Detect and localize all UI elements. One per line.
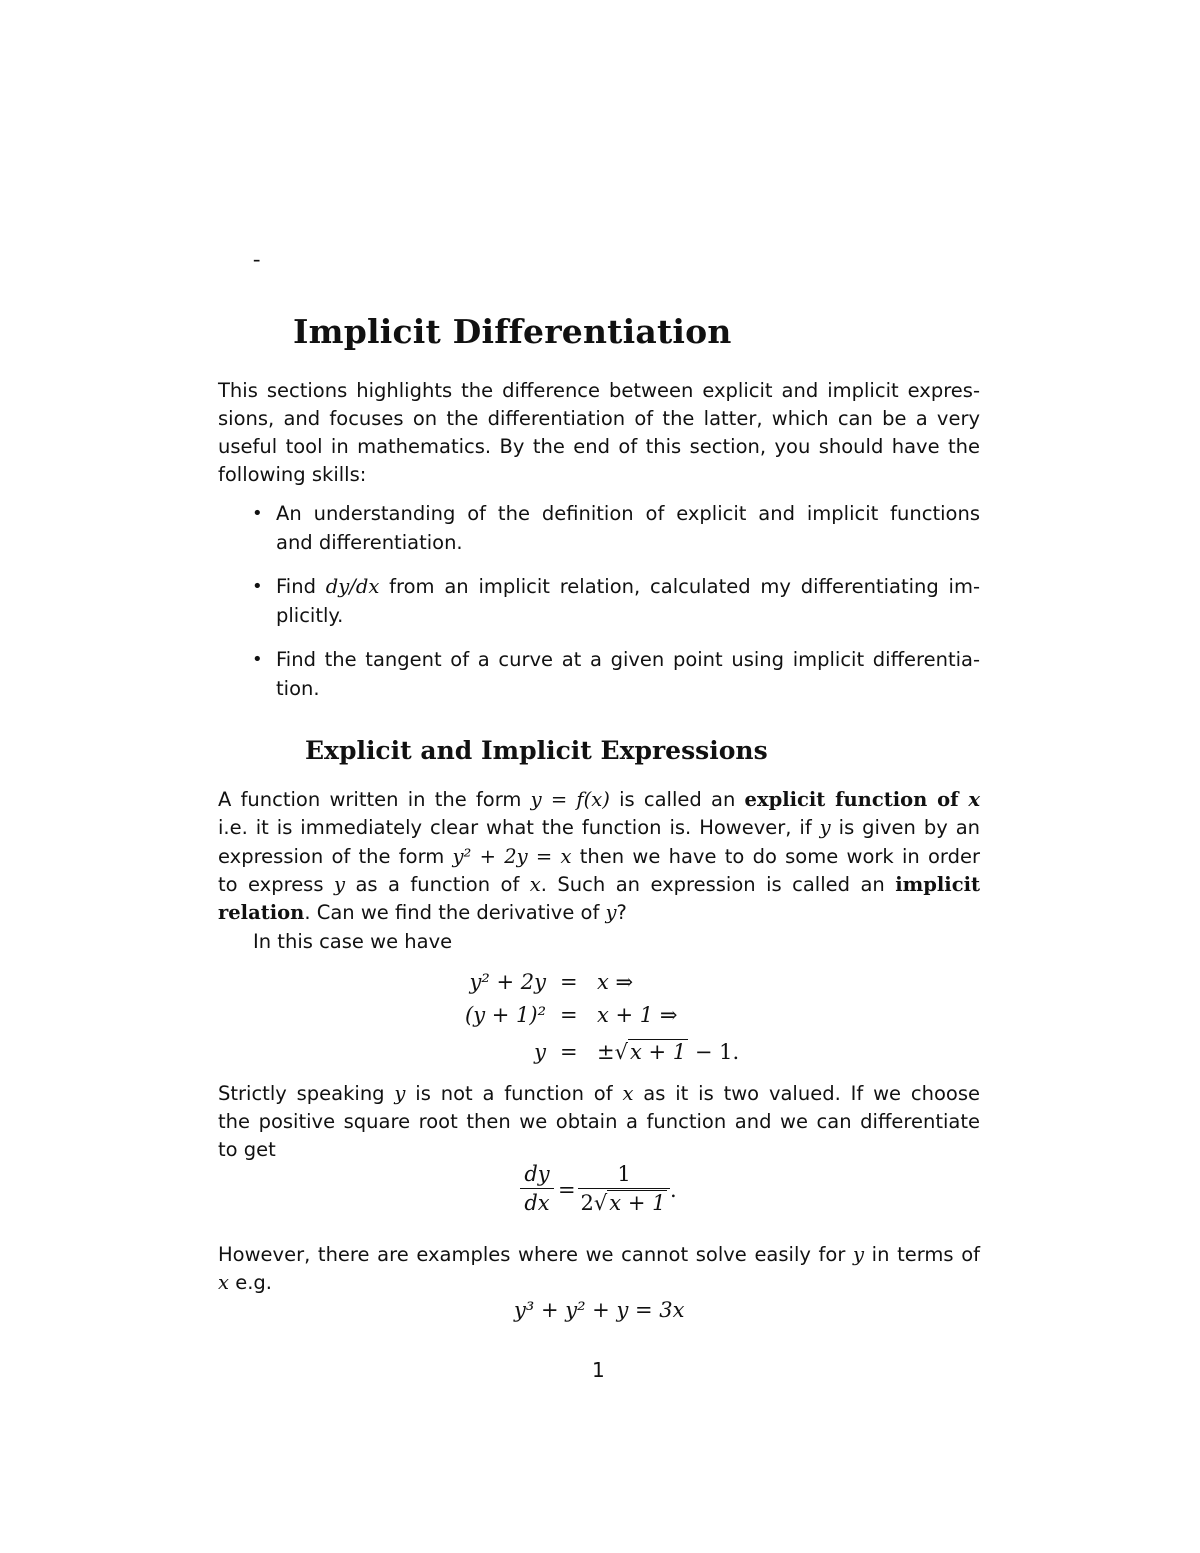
list-item (248, 500, 980, 557)
text-part: e.g. (229, 1271, 272, 1294)
skills-list (248, 500, 980, 719)
paragraph-line (218, 899, 980, 928)
math-inline: x (218, 1271, 229, 1294)
paragraph-line (218, 843, 980, 872)
denominator: dx (524, 1191, 550, 1215)
bullet-icon: • (252, 576, 263, 597)
paragraph-line (218, 786, 980, 815)
intro-line: sions, and focuses on the differentiation of the latter, which can be a very (218, 407, 980, 430)
eq-relation: = (558, 1178, 576, 1202)
text-part: However, there are examples where we cannot solve easily for (218, 1243, 854, 1266)
eq-rhs: x + 1 ⇒ (597, 1003, 678, 1027)
eq-relation: = (560, 1003, 578, 1027)
skill-text: tion. (276, 676, 320, 700)
text-part: A function written in the form (218, 788, 531, 811)
text-part: . Such an expression is called an (540, 873, 896, 896)
text-part: expression of the form (218, 845, 453, 868)
bullet-icon: • (252, 503, 263, 524)
sqrt-symbol: 2√ (580, 1191, 608, 1215)
bold-term: implicit (895, 873, 980, 896)
bold-term: relation (218, 901, 305, 924)
text-part: ? (616, 901, 627, 924)
paragraph-line: the positive square root then we obtain a function and we can differentiate (218, 1110, 980, 1133)
text-part: to express (218, 873, 334, 896)
math-inline: x (529, 873, 541, 896)
text-part: in terms of (864, 1243, 980, 1266)
skill-text-part: Find (276, 575, 326, 598)
math-inline: y (819, 816, 831, 839)
eq-relation: = (560, 1040, 578, 1064)
section-title: Explicit and Implicit Expressions (305, 736, 768, 765)
text-part: as it is two valued. If we choose (633, 1082, 980, 1105)
math-inline: y (605, 901, 617, 924)
math-inline: y² + 2y = x (452, 845, 572, 868)
radicand: x + 1 (609, 1191, 666, 1215)
math-inline: dy/dx (325, 575, 380, 598)
fraction-dy-dx (520, 1162, 554, 1215)
math-inline: x (968, 788, 980, 811)
math-inline: x (622, 1082, 634, 1105)
eq-relation: = (560, 970, 578, 994)
eq-lhs: y² + 2y (469, 970, 546, 994)
eq-lhs: y (534, 1040, 546, 1064)
numerator: 1 (578, 1162, 670, 1189)
skill-text-part: from an implicit relation, calculated my differentiating im- (379, 575, 981, 598)
paragraph-line: to get (218, 1138, 276, 1161)
list-item (248, 573, 980, 630)
radicand: x + 1 (629, 1040, 687, 1064)
skill-text (276, 573, 980, 602)
skill-text: An understanding of the definition of explicit and implicit functions (276, 502, 980, 525)
math-inline: y = f(x) (530, 788, 610, 811)
eq-rhs (597, 1040, 739, 1064)
paragraph-line (218, 1080, 980, 1109)
fraction-result (578, 1162, 670, 1215)
skill-text: plicitly. (276, 603, 344, 627)
list-item (248, 646, 980, 703)
math-inline: y (333, 873, 345, 896)
intro-line: useful tool in mathematics. By the end of this section, you should have the (218, 435, 980, 458)
text-part: is called an (609, 788, 745, 811)
math-inline: y (394, 1082, 406, 1105)
text-part: as a function of (345, 873, 530, 896)
denominator (578, 1189, 670, 1215)
eq-rhs: x ⇒ (597, 970, 634, 994)
skill-text: and differentiation. (276, 530, 463, 554)
paragraph-line (218, 814, 980, 843)
skill-text: Find the tangent of a curve at a given point using implicit differentia- (276, 648, 980, 671)
intro-line: This sections highlights the difference between explicit and implicit expres- (218, 379, 980, 402)
header-mark: - (253, 246, 261, 271)
eq-tail: − 1. (688, 1040, 740, 1064)
math-inline: y (853, 1243, 865, 1266)
bold-term: explicit function of (744, 788, 969, 811)
text-part: is not a function of (405, 1082, 623, 1105)
text-part: is given by an (830, 816, 980, 839)
page-title: Implicit Differentiation (293, 312, 732, 351)
numerator: dy (520, 1162, 554, 1189)
eq-tail: . (670, 1178, 677, 1202)
paragraph-line: In this case we have (253, 930, 453, 953)
text-part: Strictly speaking (218, 1082, 395, 1105)
final-equation: y³ + y² + y = 3x (514, 1298, 685, 1322)
paragraph-line (218, 871, 980, 900)
bullet-icon: • (252, 649, 263, 670)
intro-line: following skills: (218, 463, 367, 486)
paragraph-line (218, 1241, 980, 1270)
sqrt-symbol: ±√ (597, 1040, 628, 1064)
eq-lhs: (y + 1)² (465, 1003, 546, 1027)
page-number: 1 (592, 1358, 605, 1382)
text-part: then we have to do some work in order (571, 845, 980, 868)
text-part: i.e. it is immediately clear what the function is. However, if (218, 816, 820, 839)
text-part: . Can we find the derivative of (304, 901, 606, 924)
paragraph-line (218, 1269, 980, 1298)
